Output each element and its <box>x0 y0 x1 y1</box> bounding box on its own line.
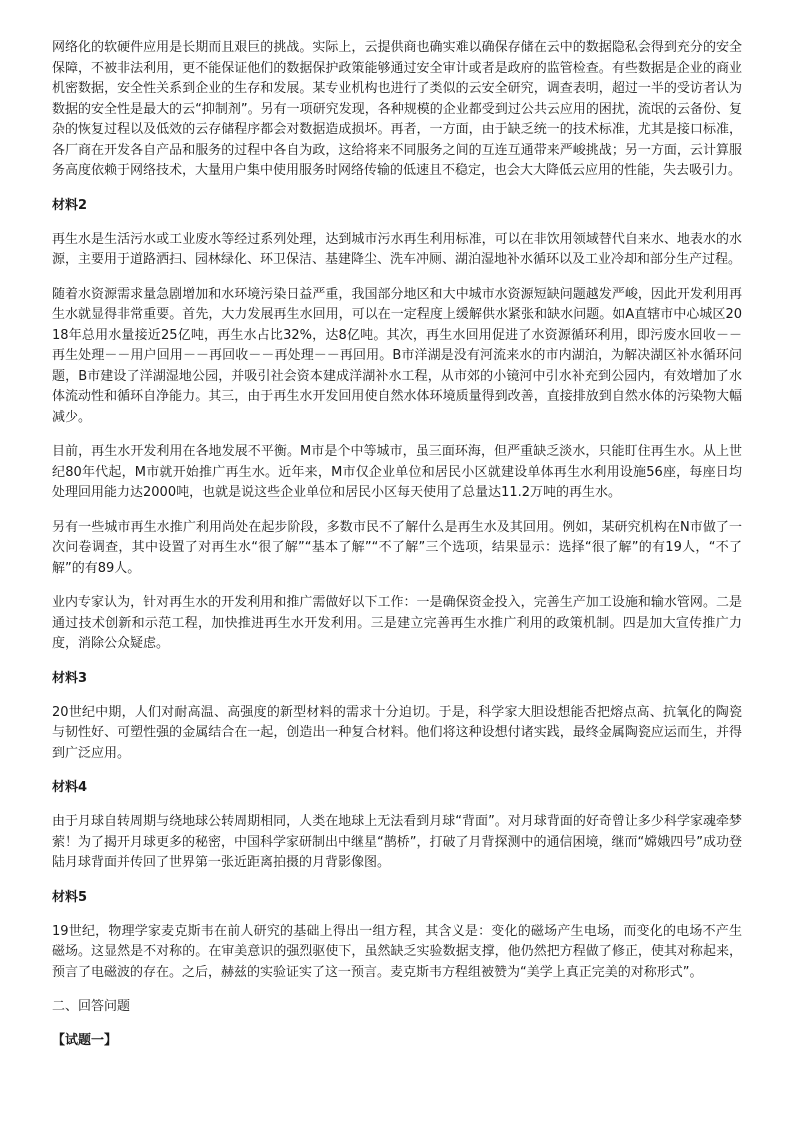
document-page <box>52 38 742 1051</box>
section-2-title: 二、回答问题 <box>52 999 131 1014</box>
material-5-paragraph-1: 19世纪，物理学家麦克斯韦在前人研究的基础上得出一组方程，其含义是：变化的磁场产生电场，而变化的电场不产生磁场。这显然是不对称的。在审美意识的强烈驱使下，虽然缺乏实验数据支撑，他仍然把方程做了修正，使其对称起来，预言了电磁波的存在。之后，赫兹的实验证实了这一预言。麦克斯韦方程组被赞为“美学上真正完美的对称形式”。 <box>52 923 742 980</box>
material-3-paragraph-1: 20世纪中期，人们对耐高温、高强度的新型材料的需求十分迫切。于是，科学家大胆设想能否把熔点高、抗氧化的陶瓷与韧性好、可塑性强的金属结合在一起，创造出一种复合材料。他们将这种设想付诸实践，最终金属陶瓷应运而生，并得到广泛应用。 <box>52 704 742 761</box>
material-4-paragraph-1: 由于月球自转周期与绕地球公转周期相同，人类在地球上无法看到月球“背面”。对月球背面的好奇曾让多少科学家魂牵梦萦！为了揭开月球更多的秘密，中国科学家研制出中继星“鹊桥”，打破了月背探测中的通信困境，继而“嫦娥四号”成功登陆月球背面并传回了世界第一张近距离拍摄的月背影像图。 <box>52 814 742 870</box>
material-4-heading: 材料4 <box>52 780 88 795</box>
material-2-paragraph-3: 目前，再生水开发利用在各地发展不平衡。M市是个中等城市，虽三面环海，但严重缺乏淡水，只能盯住再生水。从上世纪80年代起，M市就开始推广再生水。近年来，M市仅企业单位和居民小区就建设单体再生水利用设施56座，每座日均处理回用能力达2000吨，也就是说这些企业单位和居民小区每天使用了总量达11.2万吨的再生水。 <box>52 444 742 500</box>
material-2-paragraph-2: 随着水资源需求量急剧增加和水环境污染日益严重，我国部分地区和大中城市水资源短缺问题越发严峻，因此开发利用再生水就显得非常重要。首先，大力发展再生水回用，可以在一定程度上缓解供水紧张和缺水问题。如A直辖市中心城区2018年总用水量接近25亿吨，再生水占比32%，达8亿吨。其次，再生水回用促进了水资源循环利用，即污废水回收－－再生处理－－用户回用－－再回收－－再处理－－再回用。B市洋湖是没有河流来水的市内湖泊，为解决湖区补水循环问题，B市建设了洋湖湿地公园，并吸引社会资本建成洋湖补水工程，从市郊的小镜河中引水补充到公园内，有效增加了水体流动性和循环自净能力。其三，由于再生水开发回用使自然水体环境质量得到改善，直接排放到自然水体的污染物大幅减少。 <box>52 286 742 425</box>
material-5-heading: 材料5 <box>52 889 88 905</box>
material-2-heading: 材料2 <box>52 197 88 213</box>
material-2-paragraph-4: 另有一些城市再生水推广利用尚处在起步阶段，多数市民不了解什么是再生水及其回用。例如，某研究机构在N市做了一次问卷调查，其中设置了对再生水“很了解”“基本了解”“不了解”三个选项，结果显示：选择“很了解”的有19人，“不了解”的有89人。 <box>52 519 742 576</box>
intro-paragraph: 网络化的软硬件应用是长期而且艰巨的挑战。实际上，云提供商也确实难以确保存储在云中的数据隐私会得到充分的安全保障，不被非法利用，更不能保证他们的数据保护政策能够通过安全审计或者是政府的监管检查。有些数据是企业的商业机密数据，安全性关系到企业的生存和发展。某专业机构也进行了类似的云安全研究，调查表明，超过一半的受访者认为数据的安全性是最大的云“抑制剂”。另有一项研究发现，各种规模的企业都受到过公共云应用的困扰，流氓的云备份、复杂的恢复过程以及低效的云存储程序都会对数据造成损坏。再者，一方面，由于缺乏统一的技术标准，尤其是接口标准，各厂商在开发各自产品和服务的过程中各自为政，这给将来不同服务之间的互连互通带来严峻挑战；另一方面，云计算服务高度依赖于网络技术，大量用户集中使用服务时网络传输的低速且不稳定，也会大大降低云应用的性能，失去吸引力。 <box>52 40 742 178</box>
material-3-heading: 材料3 <box>52 670 88 686</box>
material-2-paragraph-1: 再生水是生活污水或工业废水等经过系列处理，达到城市污水再生利用标准，可以在非饮用领域替代自来水、地表水的水源，主要用于道路洒扫、园林绿化、环卫保洁、基建降尘、洗车冲厕、湖泊湿地补水循环以及工业冷却和部分生产过程。 <box>52 231 742 267</box>
material-2-paragraph-5: 业内专家认为，针对再生水的开发利用和推广需做好以下工作：一是确保资金投入，完善生产加工设施和输水管网。二是通过技术创新和示范工程，加快推进再生水开发利用。三是建立完善再生水推广利用的政策机制。四是加大宣传推广力度，消除公众疑虑。 <box>52 595 742 651</box>
question-1-title: 【试题一】 <box>52 1033 118 1048</box>
